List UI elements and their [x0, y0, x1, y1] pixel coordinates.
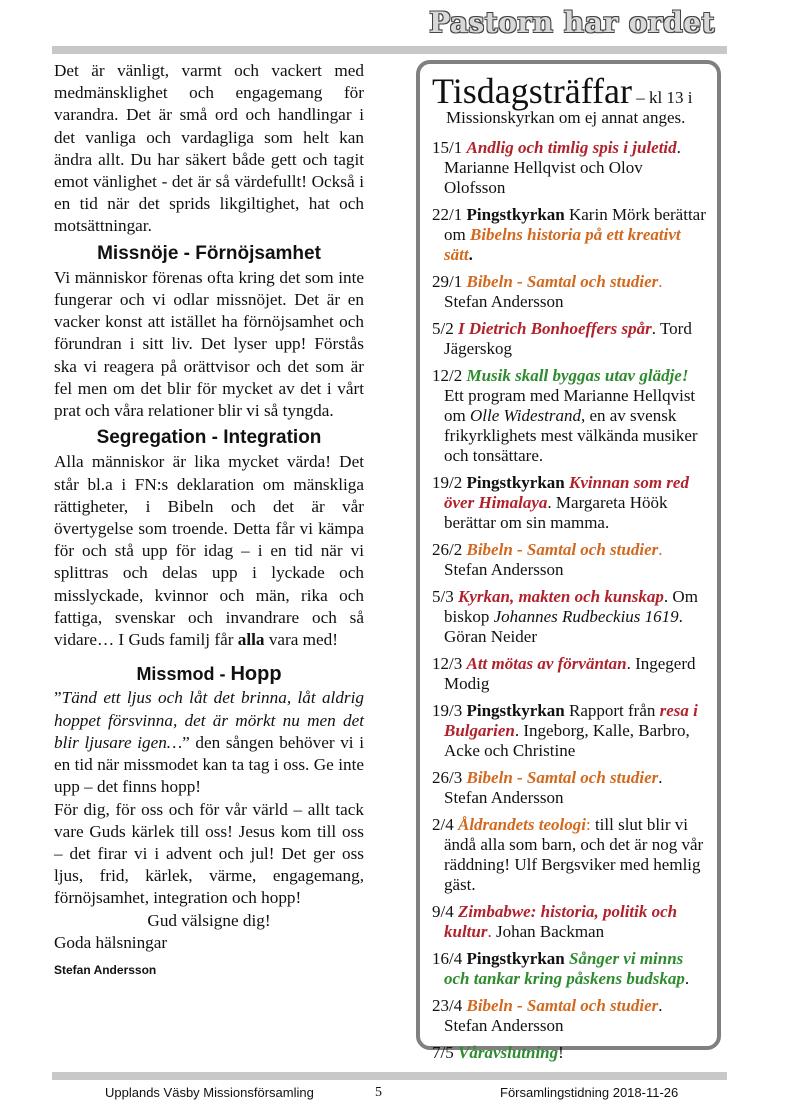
event-date: 9/4 [432, 902, 458, 921]
event-item [432, 205, 707, 265]
page-header-title: Pastorn har ordet [429, 6, 715, 39]
event-title: Bibeln - Samtal och studier [466, 768, 659, 787]
tisdagstraffar-box [416, 60, 721, 1062]
event-person: Johannes Rudbeckius 1619 [493, 607, 679, 626]
pastor-column [54, 60, 364, 981]
top-divider [52, 46, 727, 54]
event-date: 19/3 [432, 701, 467, 720]
event-text: . Ingeborg, Kalle, Barbro, Acke och Christine [444, 721, 690, 760]
event-title: Att mötas av förväntan [466, 654, 627, 673]
segregation-end: vara med! [264, 630, 338, 650]
event-text: Rapport från [564, 701, 660, 720]
event-person: Olle Widestrand [469, 406, 581, 425]
event-item [432, 319, 707, 359]
event-location: Pingstkyrkan [466, 205, 565, 224]
event-item [432, 902, 707, 942]
paragraph-closing: För dig, för oss och för vår värld – allt tack vare Guds kärlek till oss! Jesus kom till oss – det firar vi i advent och jul! Det ger oss ljus, frid, kärlek, värme, engagemang, förnöjsamhet, integration och hopp! [54, 799, 364, 908]
blessing: Gud välsigne dig! [147, 910, 271, 930]
event-title: Bibeln - Samtal och studier [466, 996, 659, 1015]
signature: Stefan Andersson [54, 962, 157, 977]
event-item [432, 366, 707, 466]
event-item [432, 815, 707, 895]
event-date: 15/1 [432, 138, 467, 157]
event-title: Kyrkan, makten och kunskap [457, 587, 664, 606]
event-text: . Göran Neider [444, 607, 683, 646]
event-title: Bibeln - Samtal och studier [466, 272, 659, 291]
event-punct: . [487, 922, 492, 941]
event-item [432, 949, 707, 989]
event-date: 26/3 [432, 768, 467, 787]
event-title: Kvinnan som red över Himalaya [444, 473, 689, 512]
footer-organization: Upplands Väsby Missionsförsamling [105, 1085, 314, 1100]
event-location: Pingstkyrkan [466, 949, 565, 968]
event-date: 5/2 [432, 319, 458, 338]
segregation-text: Alla människor är lika mycket värda! Det står bl.a i FN:s deklaration om mänskliga rättigheter, i Bibeln och det är vår övertygelse som troende. Detta får vi kämpa för och stå upp för idag – i en tid när vi splittras och delas upp i lyckade och misslyckade, kvinnor och män, rika och fattiga, svenskar och invandrare och så vidare… I Guds familj får [54, 452, 364, 650]
event-date: 7/5 [432, 1043, 458, 1062]
heading-segregation: Segregation - Integration [96, 427, 322, 449]
event-text: Johan Backman [491, 922, 605, 941]
event-text: Stefan Andersson [444, 292, 564, 311]
event-date: 12/2 [432, 366, 467, 385]
paragraph-missnoje: Vi människor förenas ofta kring det som inte fungerar och vi odlar missnöjet. Det är en vacker konst att istället ha förnöjsamhet och förundran i sitt liv. Det lyser upp! Förstås ska vi reagera på orättvisor och det som är fel men om det blir för mycket av det i vårt prat och våra relationer blir vi så tyngda. [54, 267, 364, 421]
heading-missmod-part1: Missmod - [136, 664, 231, 685]
event-text: , en av svensk frikyrklighets mest välkända musiker och tonsättare. [444, 406, 698, 465]
event-text: . [468, 245, 473, 264]
event-date: 16/4 [432, 949, 467, 968]
event-punct: : [585, 815, 591, 834]
event-date: 5/3 [432, 587, 458, 606]
event-date: 23/4 [432, 996, 467, 1015]
heading-missnoje: Missnöje - Förnöjsamhet [97, 242, 321, 264]
event-item [432, 701, 707, 761]
event-location: Pingstkyrkan [466, 473, 565, 492]
event-item [432, 138, 707, 198]
event-title: Sånger vi minns och tankar kring påskens budskap [444, 949, 685, 988]
event-text: . Om biskop [444, 587, 698, 626]
heading-missmod-part2: Hopp [230, 663, 282, 686]
event-item [432, 473, 707, 533]
quote-open: ” [54, 688, 62, 708]
footer-page-number: 5 [375, 1085, 382, 1100]
event-item [432, 654, 707, 694]
paragraph-missmod [54, 687, 364, 798]
heading-missmod [54, 663, 364, 685]
event-title: Andlig och timlig spis i juletid [466, 138, 677, 157]
event-location: Pingstkyrkan [466, 701, 565, 720]
event-item [432, 1043, 707, 1063]
event-text: . Margareta Höök berättar om sin mamma. [444, 493, 668, 532]
box-title-suffix: – kl 13 i [632, 88, 693, 107]
bottom-divider [52, 1072, 727, 1080]
event-date: 26/2 [432, 540, 467, 559]
event-item [432, 272, 707, 312]
footer-publication: Församlingstidning 2018-11-26 [500, 1085, 679, 1100]
event-text: till slut blir vi ändå alla som barn, och det är nog vår räddning! Ulf Bergsviker med hemlig gäst. [444, 815, 704, 894]
event-text: . Ingegerd Modig [444, 654, 696, 693]
paragraph-segregation [54, 451, 364, 651]
event-title: resa i Bulgarien [444, 701, 698, 740]
event-date: 19/2 [432, 473, 467, 492]
event-title: Bibelns historia på ett kreativt sätt [444, 225, 681, 264]
event-title: I Dietrich Bonhoeffers spår [457, 319, 652, 338]
event-date: 2/4 [432, 815, 458, 834]
event-date: 22/1 [432, 205, 467, 224]
song-quote: Tänd ett ljus och låt det brinna, låt aldrig hoppet försvinna, det är mörkt nu men det blir ljusare igen… [54, 688, 364, 752]
event-item [432, 587, 707, 647]
event-title: Åldrandets teologi [457, 815, 586, 834]
box-title: Tisdagsträffar [432, 71, 632, 111]
event-text: Ett program med Marianne Hellqvist om [444, 386, 696, 425]
event-text: Karin Mörk berättar om [444, 205, 706, 244]
event-punct: . [658, 272, 663, 291]
event-item [432, 768, 707, 808]
event-title: Bibeln - Samtal och studier [466, 540, 659, 559]
event-text: . [684, 969, 690, 988]
event-title: Våravslutning [457, 1043, 559, 1062]
event-title: Zimbabwe: historia, politik och kultur [444, 902, 678, 941]
event-text: . Marianne Hellqvist och Olov Olofsson [444, 138, 681, 197]
event-punct: . [658, 540, 663, 559]
event-item [432, 540, 707, 580]
event-text: . Tord Jägerskog [444, 319, 692, 358]
event-text: Stefan Andersson [444, 560, 564, 579]
event-title: Musik skall byggas utav glädje! [466, 366, 689, 385]
segregation-emphasis: alla [237, 630, 265, 650]
event-item [432, 996, 707, 1036]
event-text: . Stefan Andersson [444, 996, 663, 1035]
event-date: 12/3 [432, 654, 467, 673]
intro-paragraph: Det är vänligt, varmt och vackert med medmänsklighet och engagemang för varandra. Det är små ord och handlingar i det vanliga och vardagliga som helt kan ändra allt. Du har säkert både gett och tagit emot vänlighet - det är så värdefullt! Också i en tid när det sprids likgiltighet, hat och motsättningar. [54, 61, 364, 236]
event-text: ! [558, 1043, 564, 1062]
box-subtitle: Missionskyrkan om ej annat anges. [446, 108, 686, 127]
event-date: 29/1 [432, 272, 467, 291]
missmod-text: ” den sången behöver vi i en tid när missmodet kan ta tag i oss. Ge inte upp – det finns hopp! [54, 732, 364, 797]
box-title-line [432, 71, 707, 111]
greeting: Goda hälsningar [54, 932, 168, 952]
event-text: . Stefan Andersson [444, 768, 663, 807]
